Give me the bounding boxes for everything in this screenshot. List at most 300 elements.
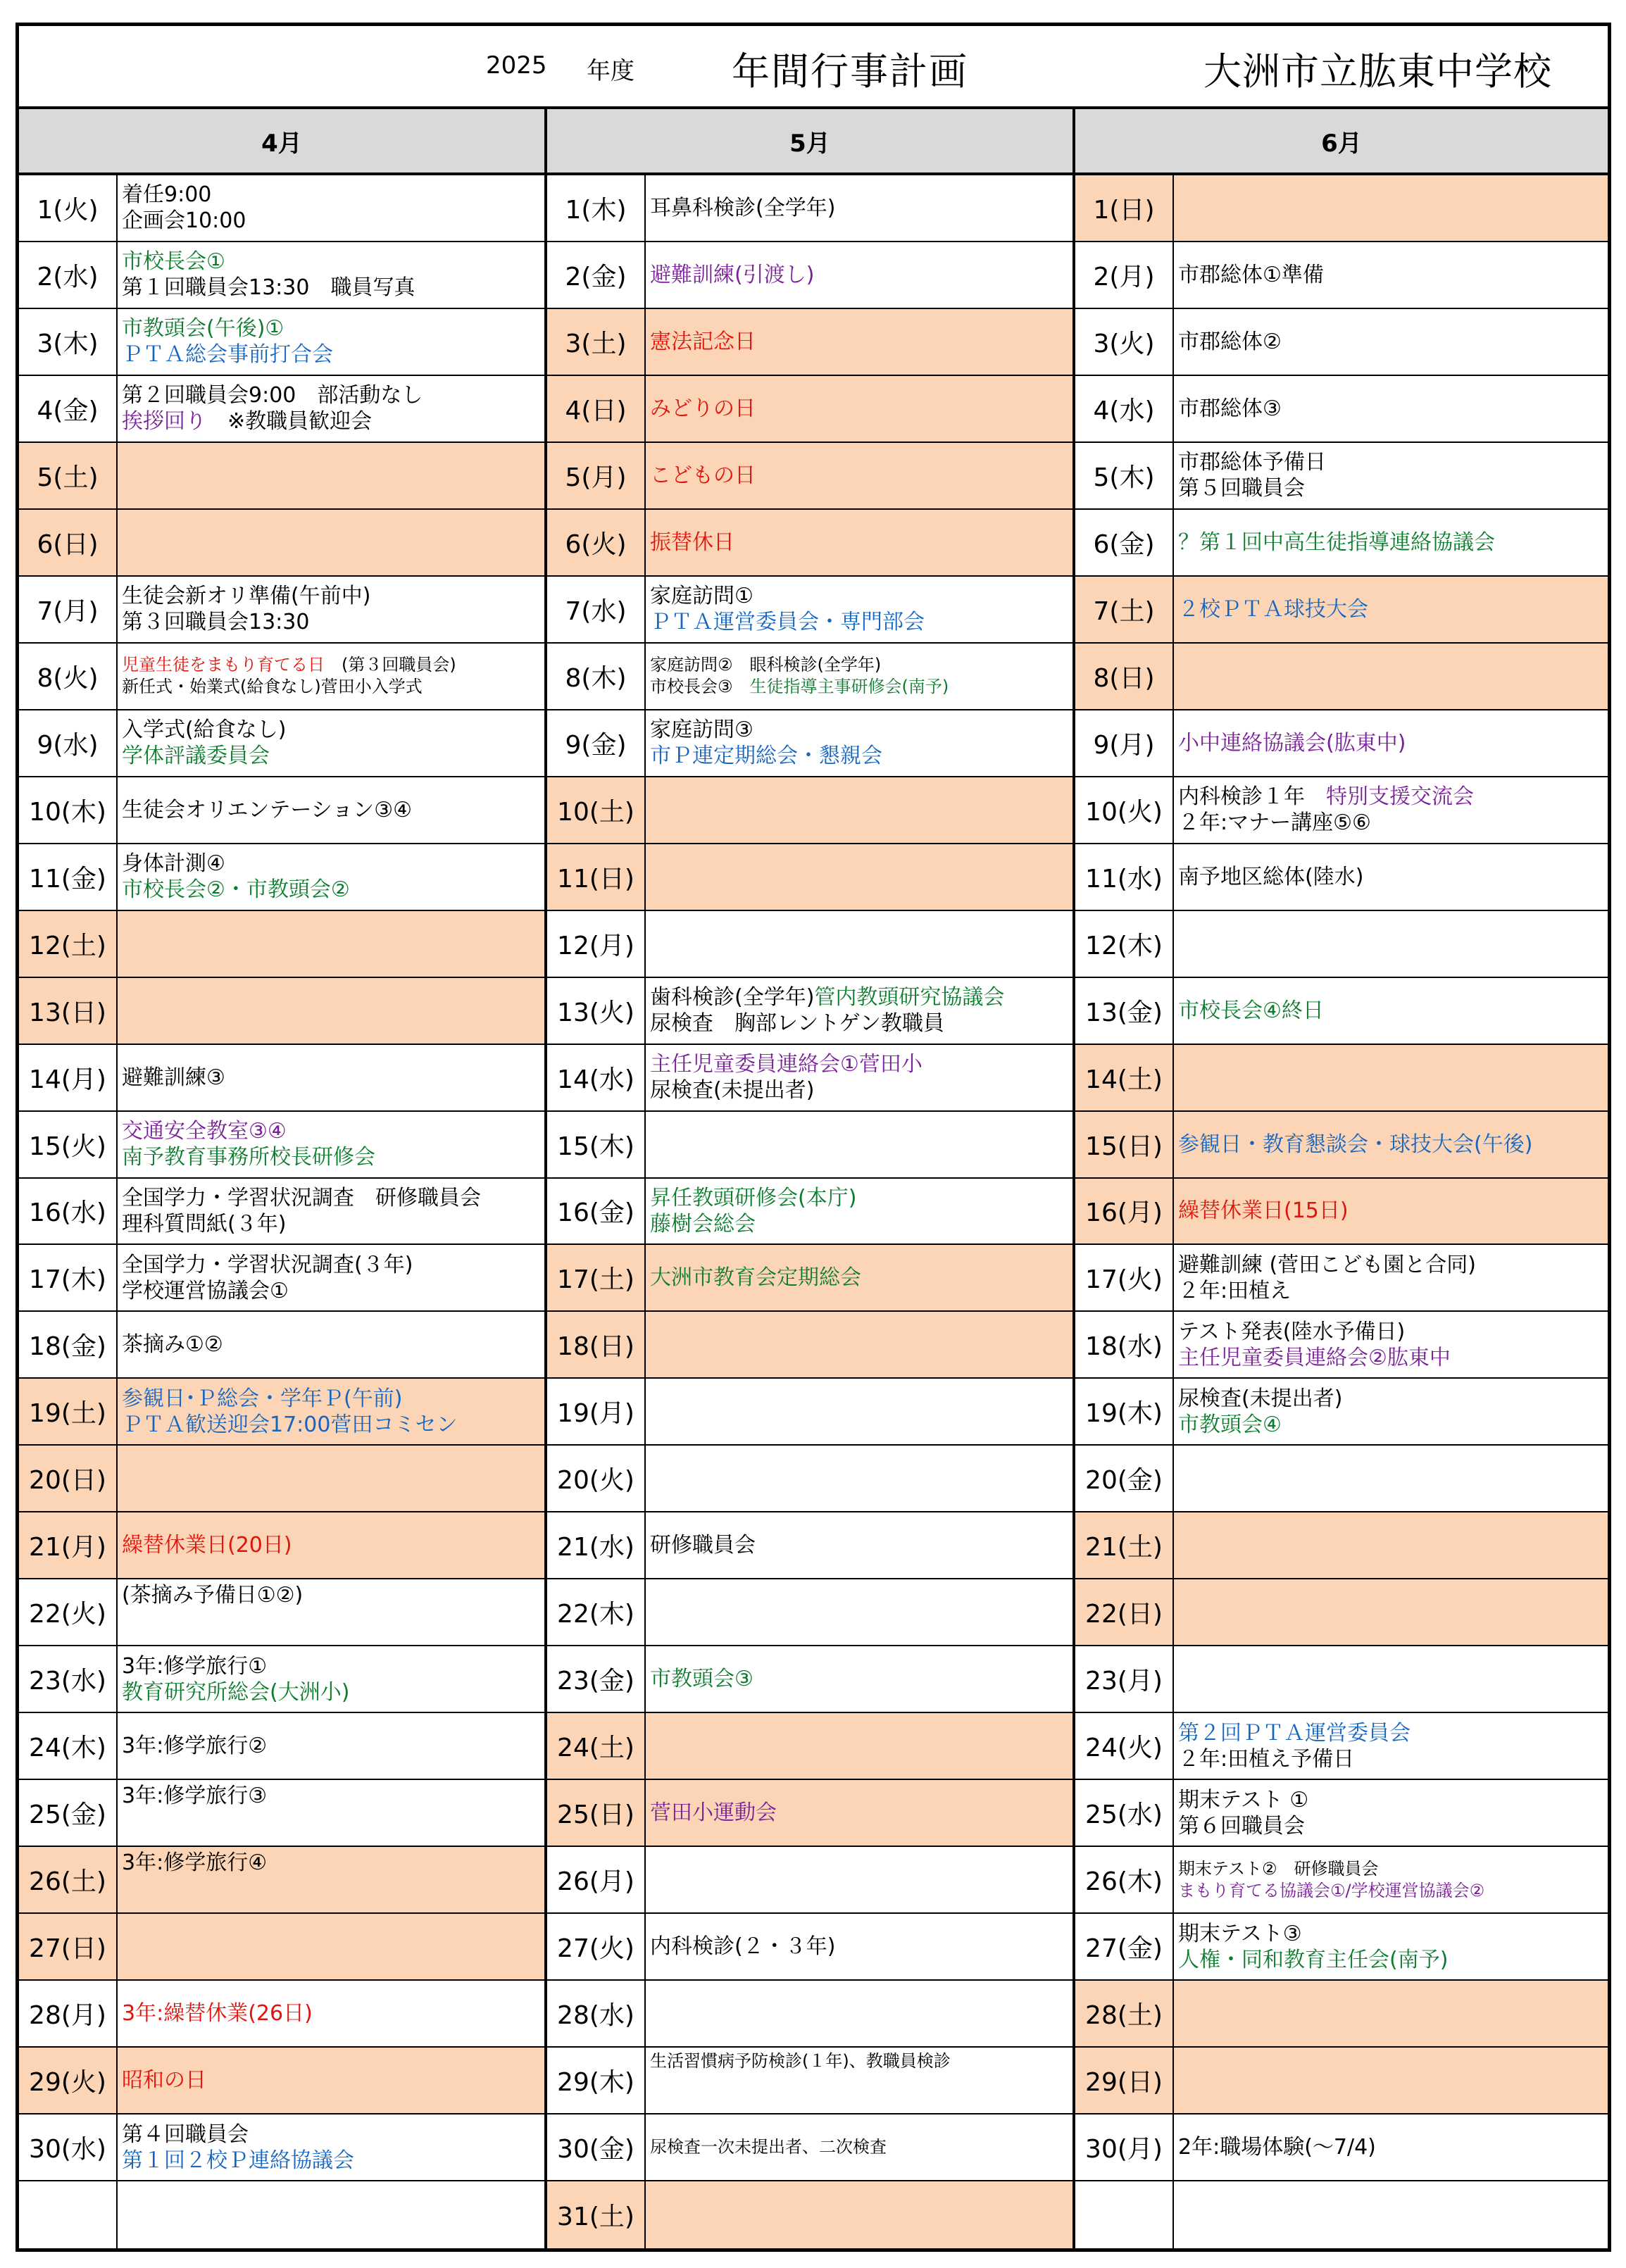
day-date: 10(木) <box>19 777 118 843</box>
day-events <box>1174 644 1608 709</box>
event-line <box>1178 1813 1608 1839</box>
day-date: 15(火) <box>19 1112 118 1177</box>
event-line <box>1178 2134 1608 2160</box>
event-line <box>122 275 544 301</box>
day-date: 25(日) <box>547 1780 646 1846</box>
day-events <box>646 242 1072 308</box>
day-events <box>646 710 1072 776</box>
day-date: 4(金) <box>19 376 118 441</box>
event-text: ＰＴＡ歓送迎会17:00菅田コミセン <box>122 1412 458 1437</box>
day-events <box>118 777 544 843</box>
day-date: 31(土) <box>547 2181 646 2248</box>
event-line <box>1178 864 1608 890</box>
event-text: 市Ｐ連定期総会・懇親会 <box>650 744 882 769</box>
day-date: 10(火) <box>1075 777 1174 843</box>
day-row <box>19 1981 544 2048</box>
day-date <box>19 2181 118 2248</box>
month-column <box>19 109 547 2248</box>
page-title: 年間行事計画 <box>732 49 968 94</box>
day-events <box>118 175 544 241</box>
event-line <box>122 676 544 698</box>
day-events <box>646 1847 1072 1912</box>
day-events <box>1174 577 1608 642</box>
day-date: 12(土) <box>19 911 118 977</box>
event-text: ２年:マナー講座⑤⑥ <box>1178 810 1371 836</box>
event-text: 第４回職員会 <box>122 2122 249 2147</box>
event-text: 市教頭会(午後)① <box>122 316 284 342</box>
day-date: 16(金) <box>547 1179 646 1244</box>
day-date: 14(土) <box>1075 1045 1174 1110</box>
event-line <box>1178 998 1608 1024</box>
event-text: 市郡総体③ <box>1178 396 1282 421</box>
day-events <box>646 577 1072 642</box>
day-row <box>547 911 1072 978</box>
day-row <box>547 1446 1072 1512</box>
day-date: 4(日) <box>547 376 646 441</box>
day-row <box>1075 1312 1608 1379</box>
event-text-tail: ※教職員歓迎会 <box>206 409 373 434</box>
day-row <box>19 1579 544 1646</box>
day-row <box>547 1179 1072 1246</box>
day-date: 9(月) <box>1075 710 1174 776</box>
event-line <box>650 1077 1072 1103</box>
year-label: 2025 <box>486 51 547 80</box>
day-date: 7(水) <box>547 577 646 642</box>
event-line <box>1178 810 1608 836</box>
event-text: 児童生徒をまもり育てる日 <box>122 655 325 675</box>
day-row <box>547 1512 1072 1579</box>
day-date: 5(土) <box>19 443 118 508</box>
day-events <box>1174 710 1608 776</box>
event-text: 憲法記念日 <box>650 329 756 354</box>
event-line <box>1178 1198 1608 1224</box>
day-row <box>547 1379 1072 1446</box>
day-row <box>547 978 1072 1045</box>
event-line <box>122 1278 544 1304</box>
event-text: 市教頭会④ <box>1178 1412 1282 1437</box>
event-text: 家庭訪問② 眼科検診(全学年) <box>650 655 882 675</box>
day-row <box>547 175 1072 242</box>
day-date: 14(水) <box>547 1045 646 1110</box>
day-events <box>118 2181 544 2248</box>
event-text: 2年:職場体験(～7/4) <box>1178 2135 1376 2160</box>
day-row <box>1075 2114 1608 2181</box>
day-date: 11(日) <box>547 844 646 910</box>
event-text-tail: 管内教頭研究協議会 <box>814 985 1005 1010</box>
day-row <box>547 242 1072 309</box>
month-column <box>1075 109 1608 2248</box>
day-events <box>646 1646 1072 1712</box>
day-row <box>19 644 544 710</box>
day-row <box>547 1713 1072 1780</box>
day-row <box>547 1914 1072 1981</box>
event-line <box>122 1118 544 1144</box>
event-line <box>122 797 544 823</box>
event-text: 期末テスト ① <box>1178 1787 1309 1812</box>
day-events <box>1174 1379 1608 1444</box>
day-date: 20(火) <box>547 1446 646 1511</box>
day-row <box>1075 844 1608 911</box>
event-text: 第１回職員会13:30 職員写真 <box>122 275 415 301</box>
day-row <box>547 1847 1072 1914</box>
day-date: 2(金) <box>547 242 646 308</box>
day-row <box>1075 2181 1608 2248</box>
event-line <box>1178 1947 1608 1973</box>
event-text: 歯科検診(全学年) <box>650 985 815 1010</box>
event-line <box>650 583 1072 609</box>
day-events <box>118 710 544 776</box>
event-text-tail: 生徒指導主事研修会(南予) <box>732 677 949 697</box>
day-row <box>547 309 1072 376</box>
event-line <box>650 396 1072 422</box>
event-text: 理科質問紙(３年) <box>122 1211 287 1236</box>
event-text: 市校長会③ <box>650 677 733 697</box>
event-text: ＰＴＡ運営委員会・専門部会 <box>650 610 925 635</box>
event-line <box>122 1332 544 1358</box>
day-events <box>1174 1914 1608 1979</box>
event-line <box>122 717 544 743</box>
event-line <box>650 262 1072 288</box>
day-row <box>547 443 1072 510</box>
event-line <box>122 1850 544 1876</box>
event-text: 南予地区総体(陸水) <box>1178 864 1364 889</box>
day-date: 19(土) <box>19 1379 118 1444</box>
day-events <box>646 1446 1072 1511</box>
event-line <box>122 743 544 769</box>
event-line <box>650 1800 1072 1826</box>
day-events <box>1174 1179 1608 1244</box>
event-line <box>1178 530 1608 556</box>
day-row <box>1075 2048 1608 2114</box>
month-header: 5月 <box>547 109 1072 175</box>
event-line <box>122 315 544 342</box>
day-events <box>646 1245 1072 1310</box>
day-events <box>118 510 544 575</box>
event-line <box>650 1934 1072 1960</box>
day-events <box>118 309 544 375</box>
event-text: 市校長会②・市教頭会② <box>122 877 350 903</box>
day-events <box>1174 2181 1608 2248</box>
event-line <box>650 2050 1072 2072</box>
event-line <box>1178 1132 1608 1158</box>
event-line <box>650 1211 1072 1237</box>
day-events <box>118 1713 544 1779</box>
day-events <box>118 376 544 441</box>
day-events <box>646 1780 1072 1846</box>
day-row <box>1075 1379 1608 1446</box>
day-events <box>1174 2114 1608 2180</box>
event-text: 昭和の日 <box>122 2068 206 2093</box>
event-line <box>1178 329 1608 355</box>
event-line <box>1178 784 1608 810</box>
day-events <box>646 309 1072 375</box>
event-line <box>122 1532 544 1558</box>
event-text: 主任児童委員連絡会②肱東中 <box>1178 1345 1451 1370</box>
event-text: 家庭訪問① <box>650 584 753 609</box>
event-line <box>650 1051 1072 1077</box>
event-line <box>122 382 544 408</box>
event-text: 生徒会新オリ準備(午前中) <box>122 584 371 609</box>
day-row <box>19 1045 544 1112</box>
event-text: 第２回職員会9:00 部活動なし <box>122 383 423 408</box>
event-text: 南予教育事務所校長研修会 <box>122 1145 375 1170</box>
day-date: 24(土) <box>547 1713 646 1779</box>
day-row <box>19 1245 544 1312</box>
day-date: 8(日) <box>1075 644 1174 709</box>
event-line <box>122 2000 544 2026</box>
day-row <box>547 710 1072 777</box>
event-line <box>650 1265 1072 1291</box>
event-text: 尿検査一次未提出者、二次検査 <box>650 2137 887 2157</box>
nendo-label: 年度 <box>587 57 634 85</box>
day-row <box>1075 911 1608 978</box>
day-events <box>118 2048 544 2113</box>
day-row <box>1075 978 1608 1045</box>
day-date: 26(土) <box>19 1847 118 1912</box>
day-events <box>118 1914 544 1979</box>
event-text: 市郡総体予備日 <box>1178 450 1326 475</box>
event-text: 入学式(給食なし) <box>122 718 287 743</box>
event-text: 参観日・教育懇談会・球技大会(午後) <box>1178 1132 1533 1157</box>
event-text: 3年:修学旅行④ <box>122 1850 268 1876</box>
day-date: 1(火) <box>19 175 118 241</box>
day-date: 7(月) <box>19 577 118 642</box>
day-row <box>547 1045 1072 1112</box>
day-events <box>646 443 1072 508</box>
event-line <box>1178 1880 1608 1902</box>
event-text: 菅田小運動会 <box>650 1800 777 1826</box>
event-text: 新任式・始業式(給食なし)菅田小入学式 <box>122 677 423 697</box>
event-text: 学校運営協議会① <box>122 1278 289 1303</box>
day-date: 3(土) <box>547 309 646 375</box>
day-events <box>646 1981 1072 2046</box>
month-header: 6月 <box>1075 109 1608 175</box>
day-events <box>646 1179 1072 1244</box>
day-events <box>1174 1446 1608 1511</box>
day-row <box>547 1112 1072 1179</box>
event-line <box>650 1010 1072 1036</box>
day-events <box>118 1981 544 2046</box>
day-events <box>118 978 544 1044</box>
day-row <box>547 577 1072 644</box>
day-date: 10(土) <box>547 777 646 843</box>
day-date: 25(水) <box>1075 1780 1174 1846</box>
event-text: 市郡総体①準備 <box>1178 262 1324 287</box>
day-date: 5(月) <box>547 443 646 508</box>
day-events <box>1174 1112 1608 1177</box>
day-date: 3(火) <box>1075 309 1174 375</box>
day-events <box>646 510 1072 575</box>
event-line <box>1178 262 1608 288</box>
day-events <box>646 1713 1072 1779</box>
event-line <box>1178 730 1608 756</box>
day-events <box>646 1379 1072 1444</box>
day-events <box>1174 242 1608 308</box>
day-events <box>646 2181 1072 2248</box>
day-events <box>1174 1847 1608 1912</box>
event-line <box>650 743 1072 769</box>
event-line <box>650 1666 1072 1692</box>
day-row <box>1075 1914 1608 1981</box>
event-line <box>122 182 544 208</box>
day-events <box>118 1245 544 1310</box>
day-row <box>547 510 1072 577</box>
event-line <box>1178 1412 1608 1438</box>
event-text: 繰替休業日(15日) <box>1178 1198 1349 1224</box>
day-events <box>1174 309 1608 375</box>
day-row <box>1075 175 1608 242</box>
day-events <box>118 1847 544 1912</box>
event-line <box>650 1532 1072 1558</box>
day-events <box>1174 1646 1608 1712</box>
event-text: 人権・同和教育主任会(南予) <box>1178 1947 1449 1972</box>
event-text: 期末テスト③ <box>1178 1921 1302 1946</box>
day-row <box>19 1847 544 1914</box>
day-events <box>646 376 1072 441</box>
event-text: テスト発表(陸水予備日) <box>1178 1319 1406 1344</box>
day-row <box>1075 242 1608 309</box>
day-row <box>1075 1713 1608 1780</box>
event-text: (茶摘み予備日①②) <box>122 1583 304 1608</box>
day-date: 15(日) <box>1075 1112 1174 1177</box>
day-date: 29(日) <box>1075 2048 1174 2113</box>
day-row <box>19 510 544 577</box>
event-text: 生活習慣病予防検診(１年)、教職員検診 <box>650 2051 951 2072</box>
day-date: 19(月) <box>547 1379 646 1444</box>
day-date: 2(月) <box>1075 242 1174 308</box>
event-text: 全国学力・学習状況調査 研修職員会 <box>122 1185 481 1210</box>
day-date: 11(水) <box>1075 844 1174 910</box>
day-row <box>19 1312 544 1379</box>
day-date: 30(月) <box>1075 2114 1174 2180</box>
day-row <box>19 1112 544 1179</box>
day-row <box>1075 644 1608 710</box>
day-events <box>1174 443 1608 508</box>
day-row <box>19 2048 544 2114</box>
day-date: 29(火) <box>19 2048 118 2113</box>
day-date: 7(土) <box>1075 577 1174 642</box>
day-events <box>118 844 544 910</box>
event-line <box>122 1211 544 1237</box>
event-text: ？第１回中高生徒指導連絡協議会 <box>1178 530 1495 555</box>
day-row <box>1075 1981 1608 2048</box>
day-events <box>1174 1780 1608 1846</box>
day-date: 1(木) <box>547 175 646 241</box>
event-line <box>122 249 544 275</box>
day-events <box>118 911 544 977</box>
day-events <box>646 1112 1072 1177</box>
day-date: 17(土) <box>547 1245 646 1310</box>
day-date: 13(日) <box>19 978 118 1044</box>
event-line <box>650 463 1072 489</box>
day-events <box>118 1446 544 1511</box>
day-date: 18(水) <box>1075 1312 1174 1377</box>
day-events <box>118 242 544 308</box>
day-date: 13(金) <box>1075 978 1174 1044</box>
day-events <box>1174 1579 1608 1645</box>
event-line <box>122 2148 544 2174</box>
month-column <box>547 109 1075 2248</box>
event-text: 参観日･Ｐ総会・学年Ｐ(午前) <box>122 1386 403 1411</box>
day-events <box>646 175 1072 241</box>
event-line <box>650 654 1072 676</box>
day-date: 14(月) <box>19 1045 118 1110</box>
event-text: 内科検診１年 <box>1178 784 1305 810</box>
day-row <box>1075 1179 1608 1246</box>
day-date: 15(木) <box>547 1112 646 1177</box>
event-line <box>122 583 544 609</box>
event-line <box>122 1733 544 1759</box>
day-row <box>547 1245 1072 1312</box>
event-line <box>1178 1386 1608 1412</box>
event-line <box>122 1144 544 1170</box>
day-row <box>19 978 544 1045</box>
day-events <box>646 978 1072 1044</box>
event-line <box>122 851 544 877</box>
day-row <box>19 1713 544 1780</box>
day-events <box>1174 1312 1608 1377</box>
day-row <box>547 1780 1072 1847</box>
day-row <box>1075 1045 1608 1112</box>
event-text: 第６回職員会 <box>1178 1813 1305 1838</box>
event-line <box>1178 1319 1608 1345</box>
day-date: 20(金) <box>1075 1446 1174 1511</box>
event-line <box>122 1185 544 1211</box>
day-events <box>118 1379 544 1444</box>
day-row <box>19 1379 544 1446</box>
day-row <box>547 1312 1072 1379</box>
event-text: みどりの日 <box>650 396 756 421</box>
day-events <box>118 1312 544 1377</box>
day-date: 6(日) <box>19 510 118 575</box>
day-date: 2(水) <box>19 242 118 308</box>
day-events <box>1174 1245 1608 1310</box>
day-row <box>19 175 544 242</box>
event-line <box>122 1783 544 1809</box>
day-date: 26(月) <box>547 1847 646 1912</box>
event-line <box>122 2122 544 2148</box>
day-date: 9(水) <box>19 710 118 776</box>
day-events <box>1174 1512 1608 1578</box>
day-row <box>1075 1847 1608 1914</box>
event-line <box>122 208 544 234</box>
day-events <box>646 1512 1072 1578</box>
day-events <box>646 1312 1072 1377</box>
months-grid <box>19 109 1608 2248</box>
event-text: 振替休日 <box>650 530 734 555</box>
event-line <box>650 1185 1072 1211</box>
day-events <box>1174 844 1608 910</box>
day-row <box>19 309 544 376</box>
event-line <box>650 195 1072 221</box>
day-events <box>118 443 544 508</box>
day-row <box>1075 1512 1608 1579</box>
day-row <box>19 443 544 510</box>
event-line <box>122 654 544 676</box>
event-line <box>122 342 544 368</box>
event-line <box>650 717 1072 743</box>
event-line <box>122 1679 544 1705</box>
event-line <box>650 329 1072 355</box>
day-row <box>547 844 1072 911</box>
event-line <box>122 1653 544 1679</box>
event-text: 尿検査(未提出者) <box>1178 1386 1343 1411</box>
event-text: 企画会10:00 <box>122 208 246 234</box>
event-text: こどもの日 <box>650 463 756 488</box>
day-date: 21(月) <box>19 1512 118 1578</box>
event-line <box>1178 1921 1608 1947</box>
day-events <box>118 1045 544 1110</box>
